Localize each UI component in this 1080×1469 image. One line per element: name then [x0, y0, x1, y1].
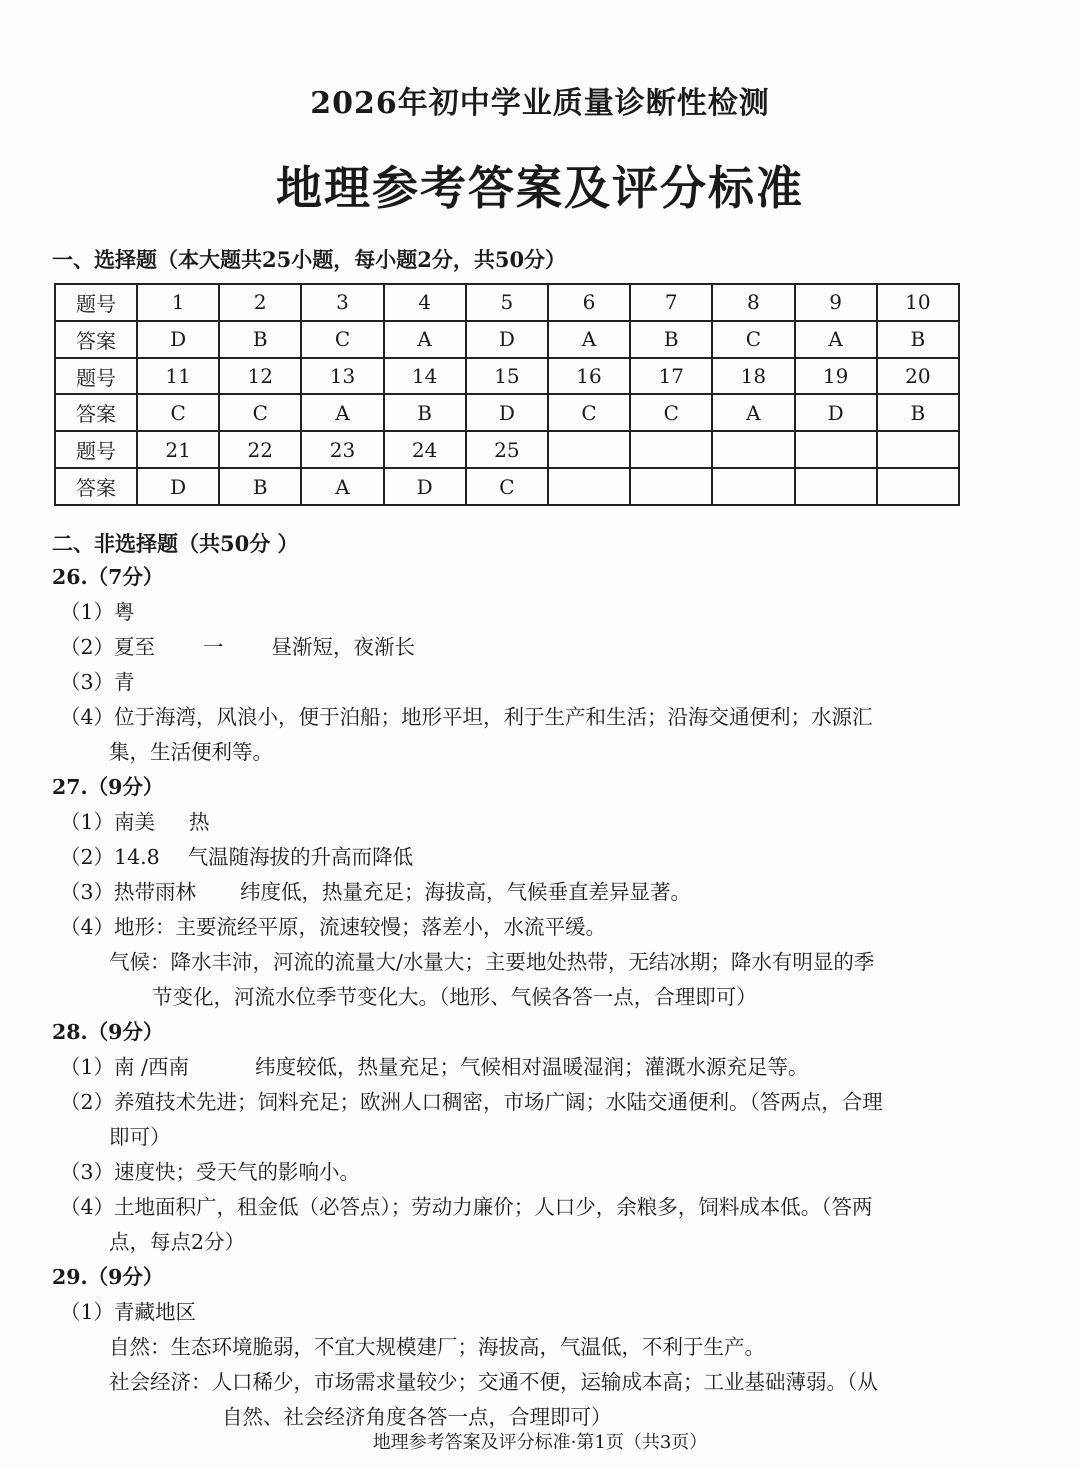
question-number-cell: 17	[630, 358, 712, 395]
q28-answer-4-cont: 点，每点2分）	[109, 1230, 246, 1254]
q26-answer-4: （4）位于海湾，风浪小，便于泊船；地形平坦，利于生产和生活；沿海交通便利；水源汇	[60, 705, 873, 729]
question-27-title: 27.（9分）	[52, 775, 164, 799]
question-number-cell: 4	[384, 284, 466, 321]
answer-row-label: 答案	[55, 321, 137, 358]
table-row	[55, 394, 959, 431]
q29-answer-1-economy: 社会经济：人口稀少，市场需求量较少；交通不便，运输成本高；工业基础薄弱。（从	[109, 1370, 878, 1394]
q27-answer-3: （3）热带雨林 纬度低，热量充足；海拔高，气候垂直差异显著。	[60, 880, 692, 904]
answer-cell	[630, 468, 712, 505]
question-number-cell: 24	[384, 431, 466, 468]
table-row	[55, 358, 959, 395]
question-number-cell: 25	[466, 431, 548, 468]
answer-cell: D	[137, 321, 219, 358]
question-number-cell: 18	[712, 358, 794, 395]
question-number-cell: 14	[384, 358, 466, 395]
exam-title: 2026年初中学业质量诊断性检测	[310, 86, 770, 121]
answer-cell: D	[384, 468, 466, 505]
answer-cell: A	[301, 468, 383, 505]
answer-cell: C	[630, 394, 712, 431]
answer-cell	[548, 468, 630, 505]
document-title: 地理参考答案及评分标准	[276, 161, 804, 215]
question-number-cell: 23	[301, 431, 383, 468]
answer-cell: C	[466, 468, 548, 505]
question-number-cell: 5	[466, 284, 548, 321]
question-29-title: 29.（9分）	[52, 1265, 164, 1289]
answers-body	[52, 560, 967, 1435]
table-row	[55, 431, 959, 468]
question-number-cell	[712, 431, 794, 468]
question-number-cell: 12	[219, 358, 301, 395]
section2-heading: 二、非选择题（共50分 ）	[52, 531, 299, 556]
question-number-cell: 21	[137, 431, 219, 468]
question-number-cell	[548, 431, 630, 468]
answer-cell: A	[548, 321, 630, 358]
question-number-cell: 11	[137, 358, 219, 395]
question-number-row-label: 题号	[55, 431, 137, 468]
answer-cell: D	[137, 468, 219, 505]
answer-cell: B	[877, 321, 959, 358]
answer-cell: C	[301, 321, 383, 358]
question-number-cell: 3	[301, 284, 383, 321]
q27-answer-2: （2）14.8 气温随海拔的升高而降低	[60, 845, 414, 869]
section1-heading: 一、选择题（本大题共25小题，每小题2分，共50分）	[52, 247, 567, 272]
answer-cell: B	[219, 321, 301, 358]
q28-answer-4: （4）土地面积广，租金低（必答点）；劳动力廉价；人口少，余粮多，饲料成本低。（答两	[60, 1195, 873, 1219]
answer-cell: A	[795, 321, 877, 358]
question-number-cell: 8	[712, 284, 794, 321]
q27-answer-1: （1）南美 热	[60, 810, 210, 834]
answer-cell: B	[219, 468, 301, 505]
q29-answer-1-nature: 自然：生态环境脆弱，不宜大规模建厂；海拔高，气温低，不利于生产。	[109, 1335, 765, 1359]
answer-cell: B	[630, 321, 712, 358]
question-number-cell: 6	[548, 284, 630, 321]
answer-cell: D	[795, 394, 877, 431]
question-number-cell: 16	[548, 358, 630, 395]
answer-cell: C	[137, 394, 219, 431]
table-row	[55, 321, 959, 358]
answer-cell: D	[466, 394, 548, 431]
answer-row-label: 答案	[55, 394, 137, 431]
answer-cell: A	[384, 321, 466, 358]
question-26-title: 26.（7分）	[52, 565, 164, 589]
question-number-cell: 10	[877, 284, 959, 321]
table-row	[55, 468, 959, 505]
question-number-cell: 7	[630, 284, 712, 321]
question-number-cell: 22	[219, 431, 301, 468]
q28-answer-2: （2）养殖技术先进；饲料充足；欧洲人口稠密，市场广阔；水陆交通便利。（答两点，合理	[60, 1090, 883, 1114]
table-row	[55, 284, 959, 321]
q27-answer-4: （4）地形：主要流经平原，流速较慢；落差小，水流平缓。	[60, 915, 607, 939]
answer-cell: B	[877, 394, 959, 431]
answer-cell: B	[384, 394, 466, 431]
question-number-row-label: 题号	[55, 358, 137, 395]
question-number-cell: 15	[466, 358, 548, 395]
answer-cell	[712, 468, 794, 505]
answer-cell: A	[712, 394, 794, 431]
question-number-cell: 20	[877, 358, 959, 395]
answer-cell: C	[219, 394, 301, 431]
q26-answer-3: （3）青	[60, 670, 135, 694]
q28-answer-1: （1）南 /西南 纬度较低，热量充足；气候相对温暖湿润；灌溉水源充足等。	[60, 1055, 809, 1079]
q27-answer-4-climate: 气候：降水丰沛，河流的流量大/水量大；主要地处热带，无结冰期；降水有明显的季	[109, 950, 875, 974]
answer-row-label: 答案	[55, 468, 137, 505]
answer-cell: D	[466, 321, 548, 358]
answer-cell	[795, 468, 877, 505]
q28-answer-3: （3）速度快；受天气的影响小。	[60, 1160, 361, 1184]
question-28-title: 28.（9分）	[52, 1020, 164, 1044]
question-number-cell: 1	[137, 284, 219, 321]
q29-answer-1-cont: 自然、社会经济角度各答一点，合理即可）	[222, 1405, 612, 1429]
q26-answer-1: （1）粤	[60, 600, 135, 624]
question-number-cell	[630, 431, 712, 468]
answer-cell: A	[301, 394, 383, 431]
q28-answer-2-cont: 即可）	[109, 1125, 171, 1149]
question-number-cell: 19	[795, 358, 877, 395]
q29-answer-1: （1）青藏地区	[60, 1300, 197, 1324]
question-number-cell: 2	[219, 284, 301, 321]
q27-answer-4-cont: 节变化，河流水位季节变化大。（地形、气候各答一点，合理即可）	[152, 985, 757, 1009]
q26-answer-4-cont: 集，生活便利等。	[109, 740, 273, 764]
answer-cell: C	[548, 394, 630, 431]
question-number-cell	[877, 431, 959, 468]
question-number-cell	[795, 431, 877, 468]
answer-table	[54, 283, 960, 506]
question-number-row-label: 题号	[55, 284, 137, 321]
question-number-cell: 9	[795, 284, 877, 321]
q26-answer-2: （2）夏至 一 昼渐短，夜渐长	[60, 635, 416, 659]
answer-cell: C	[712, 321, 794, 358]
page-footer: 地理参考答案及评分标准·第1页（共3页）	[372, 1432, 708, 1453]
answer-cell	[877, 468, 959, 505]
question-number-cell: 13	[301, 358, 383, 395]
